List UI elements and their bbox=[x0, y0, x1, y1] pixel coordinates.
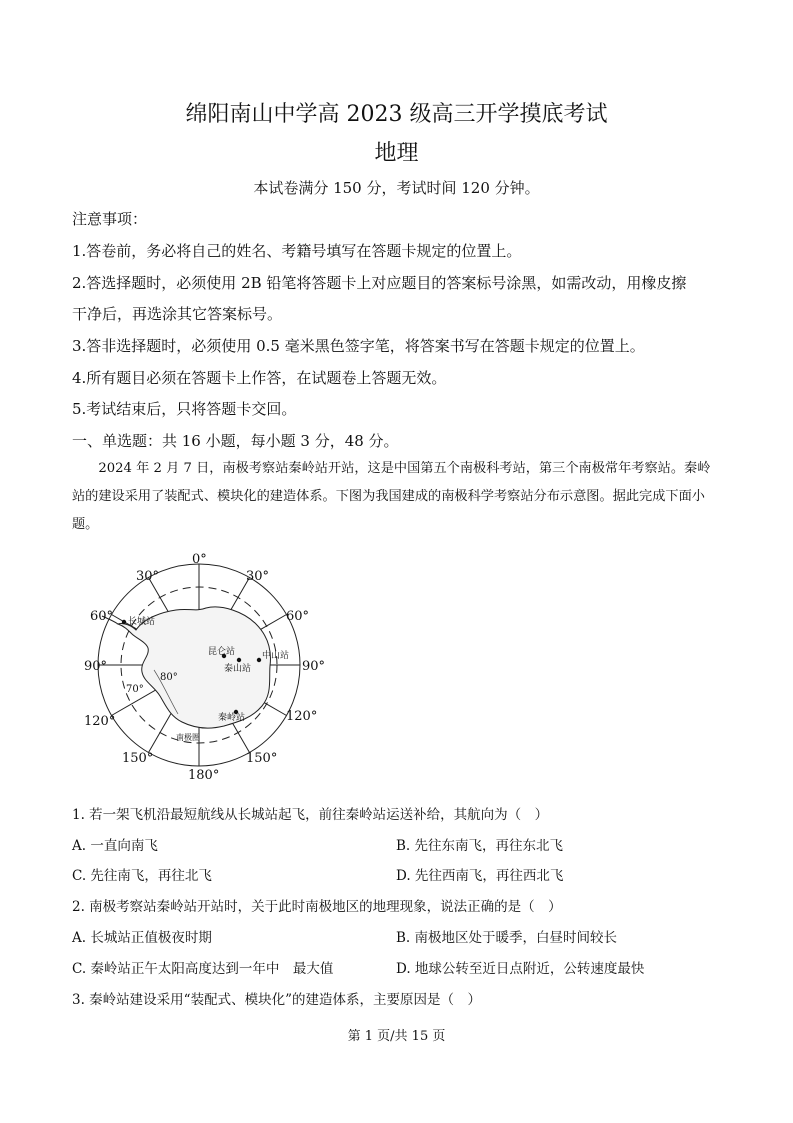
page-footer: 第 1 页/共 15 页 bbox=[347, 1029, 446, 1044]
question-1-stem: 1. 若一架飞机沿最短航线从长城站起飞，前往秦岭站运送补给，其航向为（ ） bbox=[72, 807, 549, 823]
exam-title: 绵阳南山中学高 2023 级高三开学摸底考试 bbox=[185, 102, 608, 127]
lon-label-120e: 120° bbox=[286, 709, 318, 724]
q1-option-d: D. 先往西南飞，再往西北飞 bbox=[396, 868, 564, 884]
passage: 2024 年 2 月 7 日，南极考察站秦岭站开站，这是中国第五个南极科考站，第三个南极常年考察站。秦岭站的建设采用了装配式、模块化的建造体系。下图为我国建成的南极科学考察站分布示意图。据此完成下面小题。 bbox=[72, 461, 711, 532]
q1-option-b: B. 先往东南飞，再往东北飞 bbox=[396, 838, 564, 854]
taishan-station-label: 泰山站 bbox=[224, 664, 252, 674]
q2-option-a: A. 长城站正值极夜时期 bbox=[72, 930, 212, 946]
lon-label-90e: 90° bbox=[302, 659, 326, 674]
exam-info: 本试卷满分 150 分，考试时间 120 分钟。 bbox=[253, 179, 540, 197]
antarctic-station-map bbox=[84, 550, 334, 785]
qinling-station-label: 秦岭站 bbox=[218, 713, 246, 723]
notes-heading: 注意事项： bbox=[72, 210, 148, 228]
q2-option-b: B. 南极地区处于暖季，白昼时间较长 bbox=[396, 930, 618, 946]
note-item-4: 4.所有题目必须在答题卡上作答，在试题卷上答题无效。 bbox=[72, 369, 447, 387]
antarctic-circle-label: 南极圈 bbox=[176, 733, 200, 742]
note-item-5: 5.考试结束后，只将答题卡交回。 bbox=[72, 400, 297, 418]
note-item-2-cont: 干净后，再选涂其它答案标号。 bbox=[72, 305, 283, 323]
lat-label-80: 80° bbox=[160, 672, 178, 683]
lon-label-120w: 120° bbox=[84, 714, 116, 729]
lon-label-0: 0° bbox=[192, 552, 207, 567]
zhongshan-station-label: 中山站 bbox=[262, 651, 290, 661]
lon-label-150w: 150° bbox=[122, 751, 154, 766]
taishan-station-marker bbox=[237, 658, 241, 662]
q2-option-c: C. 秦岭站正午太阳高度达到一年中 最大值 bbox=[72, 961, 334, 977]
lon-label-150e: 150° bbox=[246, 751, 278, 766]
great-wall-station-marker bbox=[122, 620, 126, 624]
kunlun-station-label: 昆仑站 bbox=[208, 647, 236, 657]
q2-option-d: D. 地球公转至近日点附近，公转速度最快 bbox=[396, 961, 645, 977]
zhongshan-station-marker bbox=[257, 658, 261, 662]
lat-label-70: 70° bbox=[126, 684, 144, 695]
question-2-stem: 2. 南极考察站秦岭站开站时，关于此时南极地区的地理现象，说法正确的是（ ） bbox=[72, 899, 562, 915]
lon-label-60w: 60° bbox=[90, 609, 114, 624]
lon-label-30e: 30° bbox=[246, 569, 270, 584]
q1-option-c: C. 先往南飞，再往北飞 bbox=[72, 868, 212, 884]
section-heading: 一、单选题：共 16 小题，每小题 3 分，48 分。 bbox=[72, 432, 399, 450]
lon-label-180: 180° bbox=[188, 768, 220, 783]
lon-label-90w: 90° bbox=[84, 659, 108, 674]
question-3-stem: 3. 秦岭站建设采用“装配式、模块化”的建造体系，主要原因是（ ） bbox=[72, 992, 481, 1008]
note-item-2: 2.答选择题时，必须使用 2B 铅笔将答题卡上对应题目的答案标号涂黑，如需改动，用橡皮擦 bbox=[72, 274, 687, 292]
lon-label-60e: 60° bbox=[286, 609, 310, 624]
subject-title: 地理 bbox=[374, 141, 419, 166]
note-item-3: 3.答非选择题时，必须使用 0.5 毫米黑色签字笔，将答案书写在答题卡规定的位置上。 bbox=[72, 337, 645, 355]
lon-label-30w: 30° bbox=[136, 569, 160, 584]
great-wall-station-label: 长城站 bbox=[128, 617, 156, 627]
q1-option-a: A. 一直向南飞 bbox=[72, 838, 158, 854]
note-item-1: 1.答卷前，务必将自己的姓名、考籍号填写在答题卡规定的位置上。 bbox=[72, 242, 522, 260]
